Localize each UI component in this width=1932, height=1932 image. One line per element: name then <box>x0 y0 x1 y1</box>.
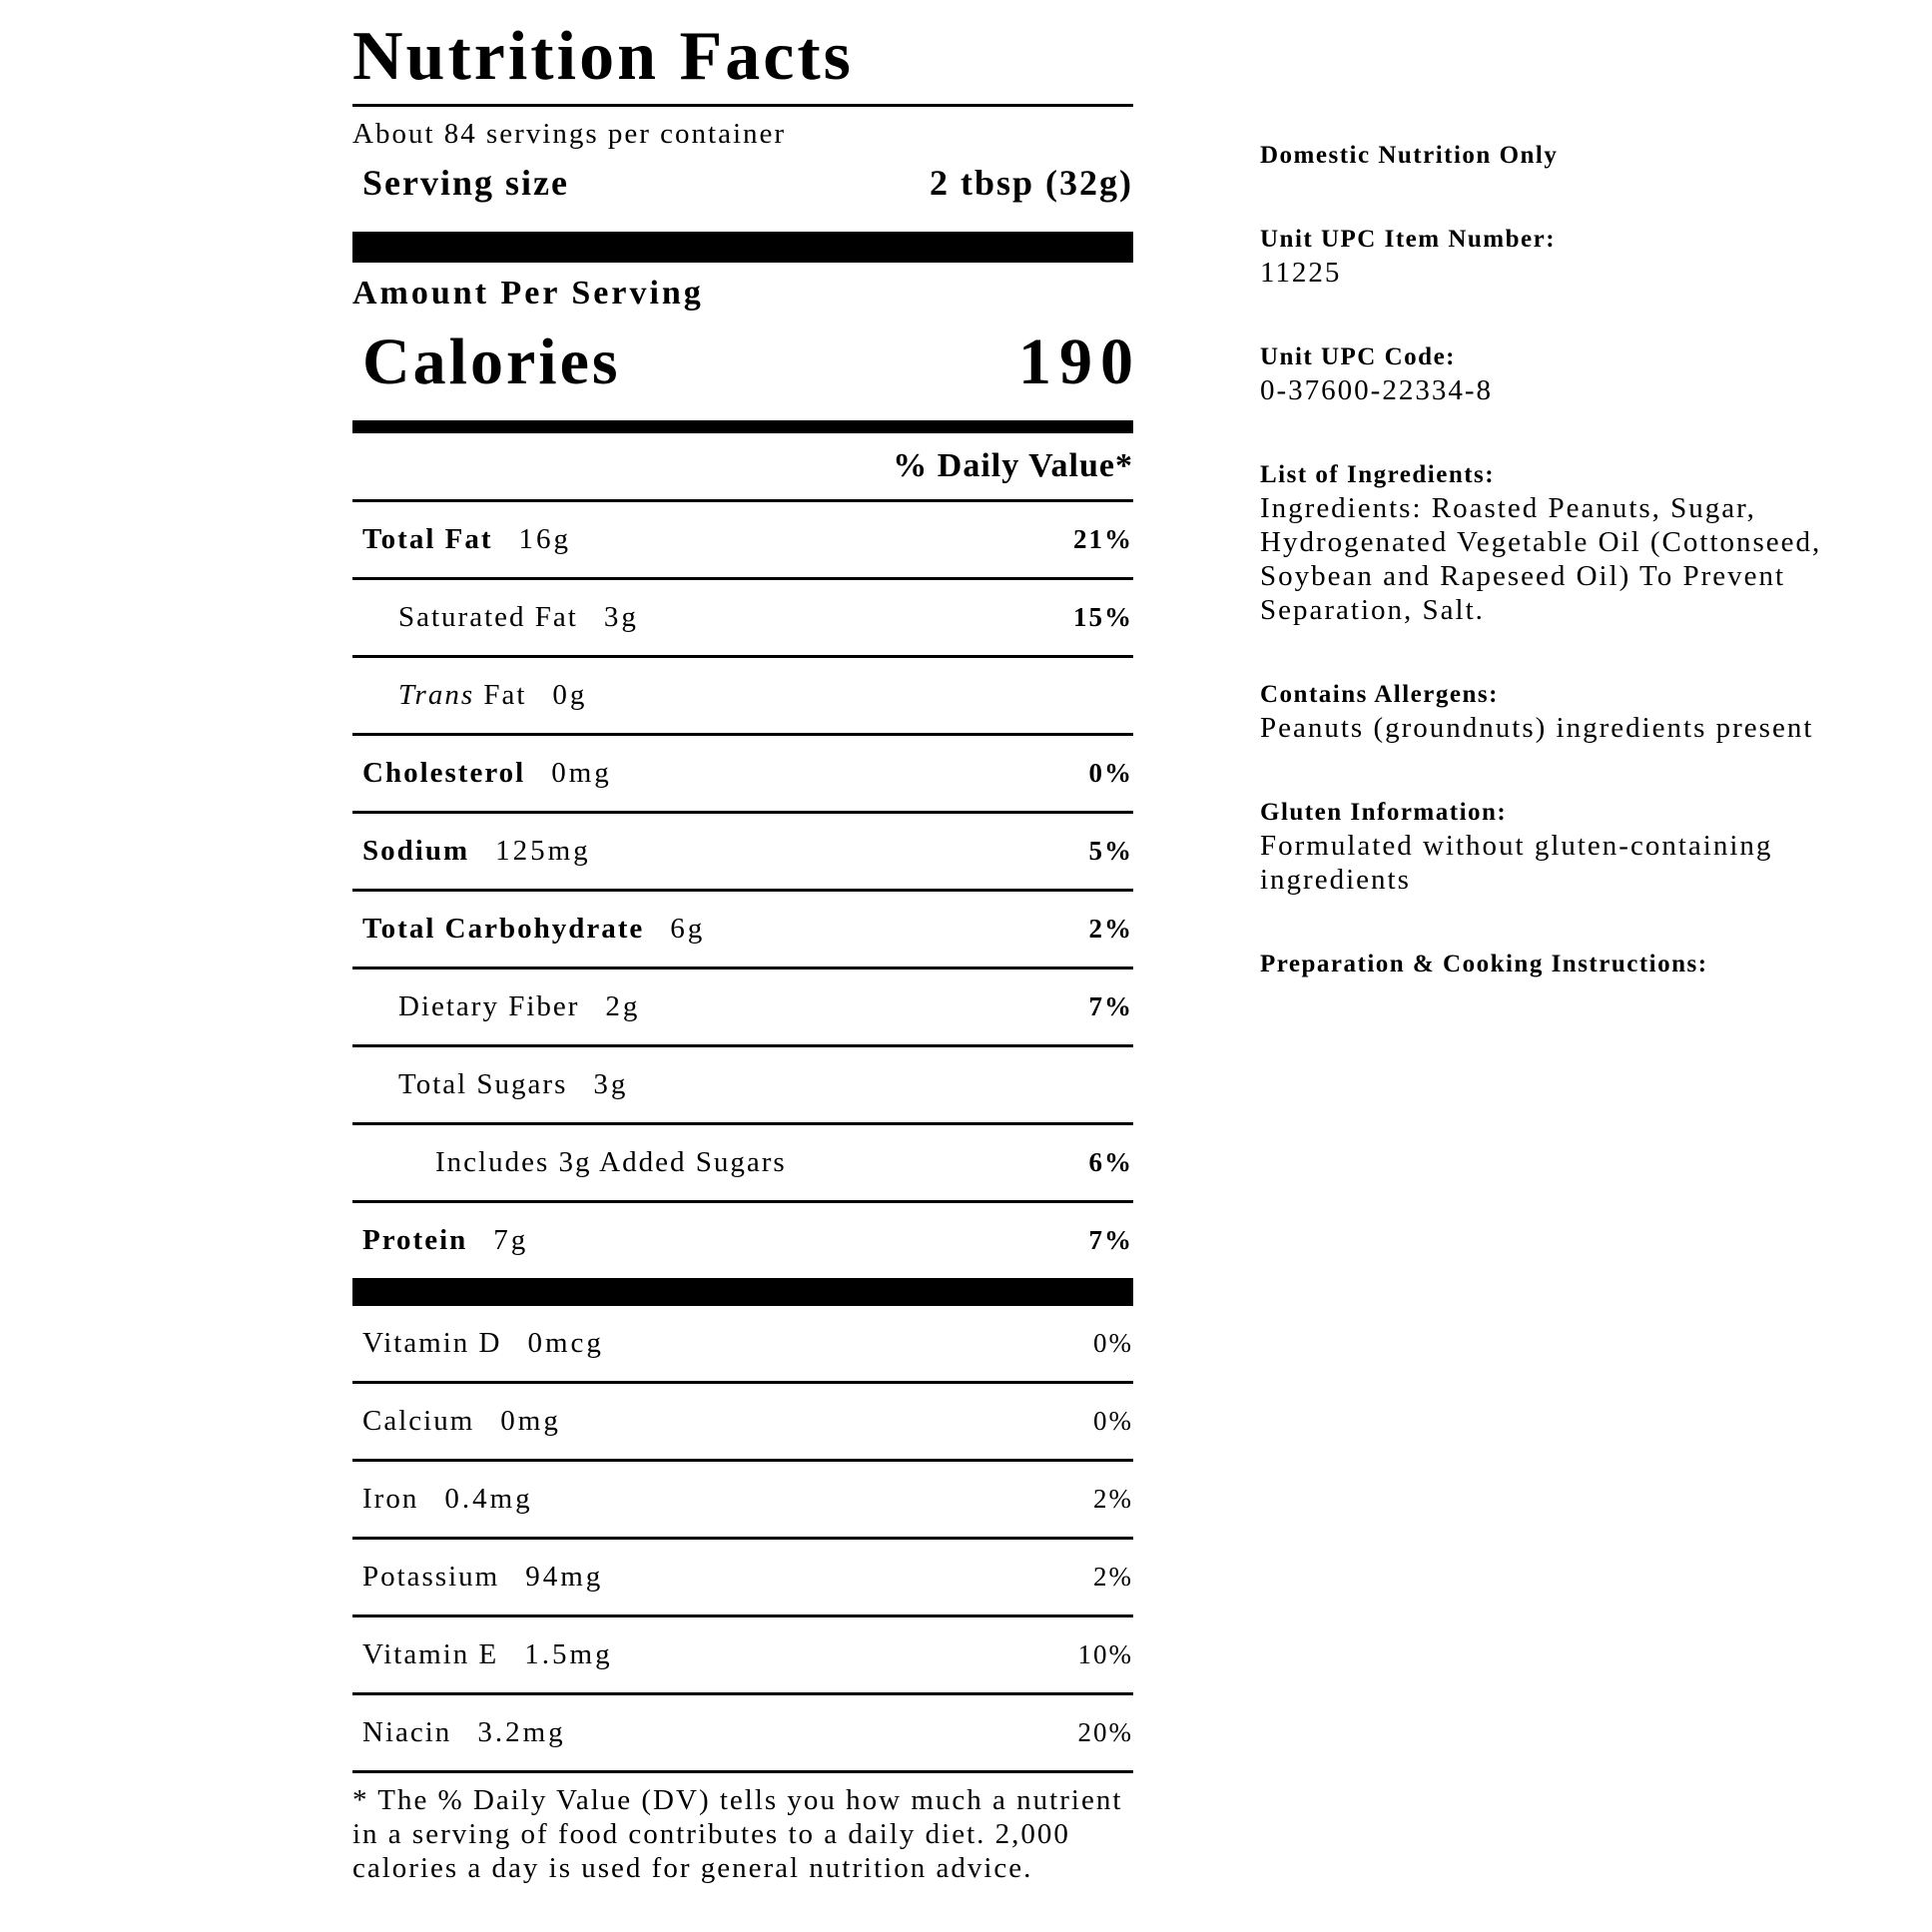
allergens-heading: Contains Allergens: <box>1260 681 1499 708</box>
vitamin-row-calcium <box>352 1384 1133 1462</box>
calories-row <box>352 324 1141 408</box>
vitamin-row-vitamin-e <box>352 1617 1133 1695</box>
vitamin-name: Niacin <box>362 1715 452 1748</box>
calories-divider-bar <box>352 420 1133 433</box>
nutrient-row-trans-fat <box>352 658 1133 736</box>
gluten-value: Formulated without gluten-containing ingredients <box>1260 830 1773 896</box>
nutrient-name: Saturated Fat <box>398 600 578 633</box>
nutrient-dv: 7% <box>1088 990 1133 1021</box>
allergens-block <box>1260 679 1919 745</box>
allergens-value: Peanuts (groundnuts) ingredients present <box>1260 712 1814 744</box>
upc-code-heading: Unit UPC Code: <box>1260 343 1456 370</box>
domestic-heading: Domestic Nutrition Only <box>1260 142 1559 169</box>
gluten-block <box>1260 797 1919 897</box>
nutrient-amount: 6g <box>670 912 706 945</box>
serving-size-label: Serving size <box>362 162 569 203</box>
vitamin-name: Calcium <box>362 1404 475 1437</box>
nutrient-name: Protein <box>362 1223 468 1256</box>
nutrient-name: Sodium <box>362 834 470 867</box>
nutrition-facts-label <box>352 0 1141 1885</box>
vitamin-amount: 0mg <box>500 1404 561 1437</box>
daily-value-header: % Daily Value* <box>352 433 1133 502</box>
vitamin-row-iron <box>352 1462 1133 1540</box>
daily-value-footnote: * The % Daily Value (DV) tells you how much a nutrient in a serving of food contributes to a daily diet. 2,000 calories a day is used for general nutrition advice. <box>352 1783 1123 1884</box>
nutrient-amount: 16g <box>518 522 572 555</box>
upc-item-heading: Unit UPC Item Number: <box>1260 226 1557 253</box>
nutrient-name: Cholesterol <box>362 756 526 789</box>
nutrient-dv: 21% <box>1073 523 1133 554</box>
title-rule <box>352 104 1133 107</box>
vitamin-name: Potassium <box>362 1560 500 1593</box>
vitamin-row-vitamin-d <box>352 1306 1133 1384</box>
domestic-block <box>1260 140 1919 172</box>
nutrient-row-protein <box>352 1203 1133 1278</box>
servings-per-container: About 84 servings per container <box>352 118 787 150</box>
nutrient-row-total-fat <box>352 502 1133 580</box>
vitamin-dv: 10% <box>1077 1638 1133 1669</box>
nutrient-dv: 5% <box>1088 835 1133 866</box>
upc-item-block <box>1260 224 1919 290</box>
nutrient-amount: 0g <box>552 678 588 711</box>
nutrient-dv: 0% <box>1088 757 1133 788</box>
prep-heading: Preparation & Cooking Instructions: <box>1260 951 1708 977</box>
nutrient-row-total-sugars <box>352 1047 1133 1125</box>
vitamin-row-potassium <box>352 1540 1133 1617</box>
nutrient-name: Total Sugars <box>398 1067 568 1100</box>
vitamin-dv: 0% <box>1093 1405 1133 1436</box>
vitamin-amount: 1.5mg <box>524 1637 613 1670</box>
nutrient-row-saturated-fat <box>352 580 1133 658</box>
serving-size-value: 2 tbsp (32g) <box>929 162 1133 203</box>
serving-size-row <box>352 162 1133 208</box>
label-title: Nutrition Facts <box>352 18 854 95</box>
vitamin-name: Vitamin D <box>362 1326 502 1359</box>
prep-block <box>1260 949 1919 980</box>
nutrient-amount: 7g <box>493 1223 529 1256</box>
nutrient-dv: 2% <box>1088 913 1133 944</box>
nutrient-amount: 3g <box>603 600 639 633</box>
ingredients-heading: List of Ingredients: <box>1260 461 1496 488</box>
nutrient-row-dietary-fiber <box>352 969 1133 1047</box>
vitamin-name: Vitamin E <box>362 1637 499 1670</box>
nutrient-dv: 7% <box>1088 1224 1133 1255</box>
vitamin-name: Iron <box>362 1482 419 1515</box>
nutrient-name-italic: Trans <box>398 678 475 711</box>
vitamin-dv: 20% <box>1077 1716 1133 1747</box>
nutrient-name: Includes 3g Added Sugars <box>435 1145 787 1178</box>
nutrient-name: Total Carbohydrate <box>362 912 645 945</box>
vitamin-dv: 2% <box>1093 1483 1133 1514</box>
nutrient-name: Dietary Fiber <box>398 989 580 1022</box>
nutrient-dv: 6% <box>1088 1146 1133 1177</box>
nutrient-amount: 125mg <box>495 834 591 867</box>
vitamin-amount: 0mcg <box>527 1326 604 1359</box>
nutrient-row-cholesterol <box>352 736 1133 814</box>
calories-value: 190 <box>1018 324 1141 398</box>
serving-divider-bar <box>352 232 1133 263</box>
vitamin-dv: 0% <box>1093 1327 1133 1358</box>
vitamin-amount: 0.4mg <box>444 1482 533 1515</box>
upc-code-value: 0-37600-22334-8 <box>1260 374 1493 406</box>
ingredients-block <box>1260 459 1919 627</box>
nutrient-amount: 3g <box>593 1067 629 1100</box>
nutrient-amount: 2g <box>605 989 641 1022</box>
upc-item-value: 11225 <box>1260 257 1342 289</box>
product-info-panel <box>1260 140 1919 1032</box>
nutrient-row-total-carbohydrate <box>352 892 1133 969</box>
nutrient-row-added-sugars <box>352 1125 1133 1203</box>
vitamin-amount: 3.2mg <box>477 1715 566 1748</box>
vitamin-dv: 2% <box>1093 1561 1133 1592</box>
vitamin-row-niacin <box>352 1695 1133 1773</box>
gluten-heading: Gluten Information: <box>1260 799 1508 826</box>
nutrient-dv: 15% <box>1073 601 1133 632</box>
vitamins-divider-bar <box>352 1278 1133 1306</box>
nutrient-row-sodium <box>352 814 1133 892</box>
nutrient-amount: 0mg <box>551 756 612 789</box>
amount-per-serving: Amount Per Serving <box>352 274 704 312</box>
nutrient-name: Total Fat <box>362 522 493 555</box>
upc-code-block <box>1260 341 1919 407</box>
ingredients-value: Ingredients: Roasted Peanuts, Sugar, Hydrogenated Vegetable Oil (Cottonseed, Soybean and Rapeseed Oil) To Prevent Separation, Salt. <box>1260 492 1822 626</box>
vitamin-amount: 94mg <box>525 1560 604 1593</box>
nutrient-name: Fat <box>483 678 527 711</box>
calories-label: Calories <box>362 324 621 398</box>
